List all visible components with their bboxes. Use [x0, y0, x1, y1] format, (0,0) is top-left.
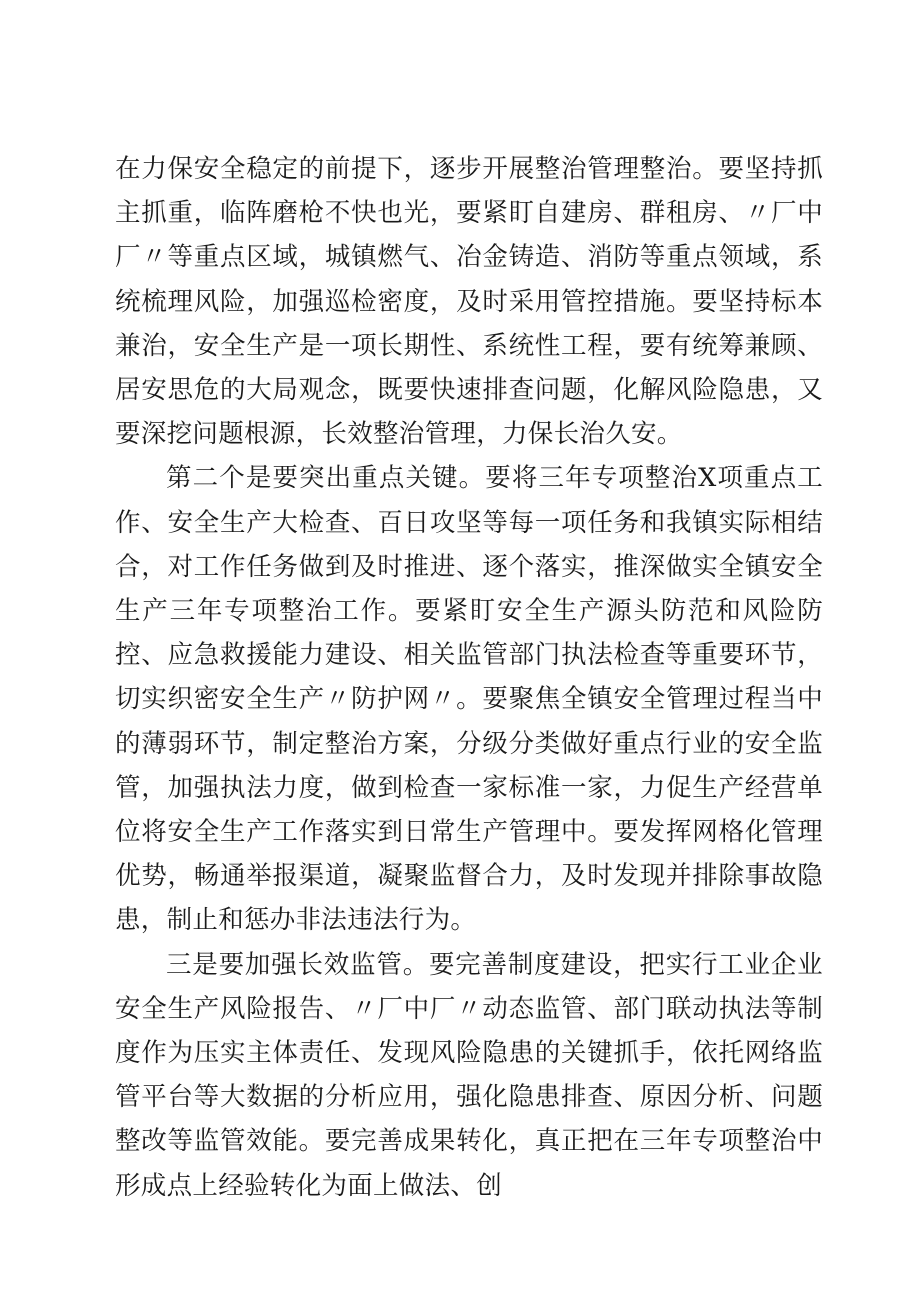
- paragraph-1: 在力保安全稳定的前提下，逐步开展整治管理整治。要坚持抓主抓重，临阵磨枪不快也光，要紧盯自建房、群租房、〃厂中厂〃等重点区域，城镇燃气、冶金铸造、消防等重点领域，系统梳理风险，加强巡检密度，及时采用管控措施。要坚持标本兼治，安全生产是一项长期性、系统性工程，要有统筹兼顾、居安思危的大局观念，既要快速排查问题，化解风险隐患，又要深挖问题根源，长效整治管理，力保长治久安。: [115, 154, 823, 450]
- document-body: [115, 147, 823, 1208]
- paragraph-3: 三是要加强长效监管。要完善制度建设，把实行工业企业安全生产风险报告、〃厂中厂〃动态监管、部门联动执法等制度作为压实主体责任、发现风险隐患的关键抓手，依托网络监管平台等大数据的分析应用，强化隐患排查、原因分析、问题整改等监管效能。要完善成果转化，真正把在三年专项整治中形成点上经验转化为面上做法、创: [115, 949, 823, 1201]
- paragraph-2: 第二个是要突出重点关键。要将三年专项整治X项重点工作、安全生产大检查、百日攻坚等每一项任务和我镇实际相结合，对工作任务做到及时推进、逐个落实，推深做实全镇安全生产三年专项整治工作。要紧盯安全生产源头防范和风险防控、应急救援能力建设、相关监管部门执法检查等重要环节，切实织密安全生产〃防护网〃。要聚焦全镇安全管理过程当中的薄弱环节，制定整治方案，分级分类做好重点行业的安全监管，加强执法力度，做到检查一家标准一家，力促生产经营单位将安全生产工作落实到日常生产管理中。要发挥网格化管理优势，畅通举报渠道，凝聚监督合力，及时发现并排除事故隐患，制止和惩办非法违法行为。: [115, 463, 823, 936]
